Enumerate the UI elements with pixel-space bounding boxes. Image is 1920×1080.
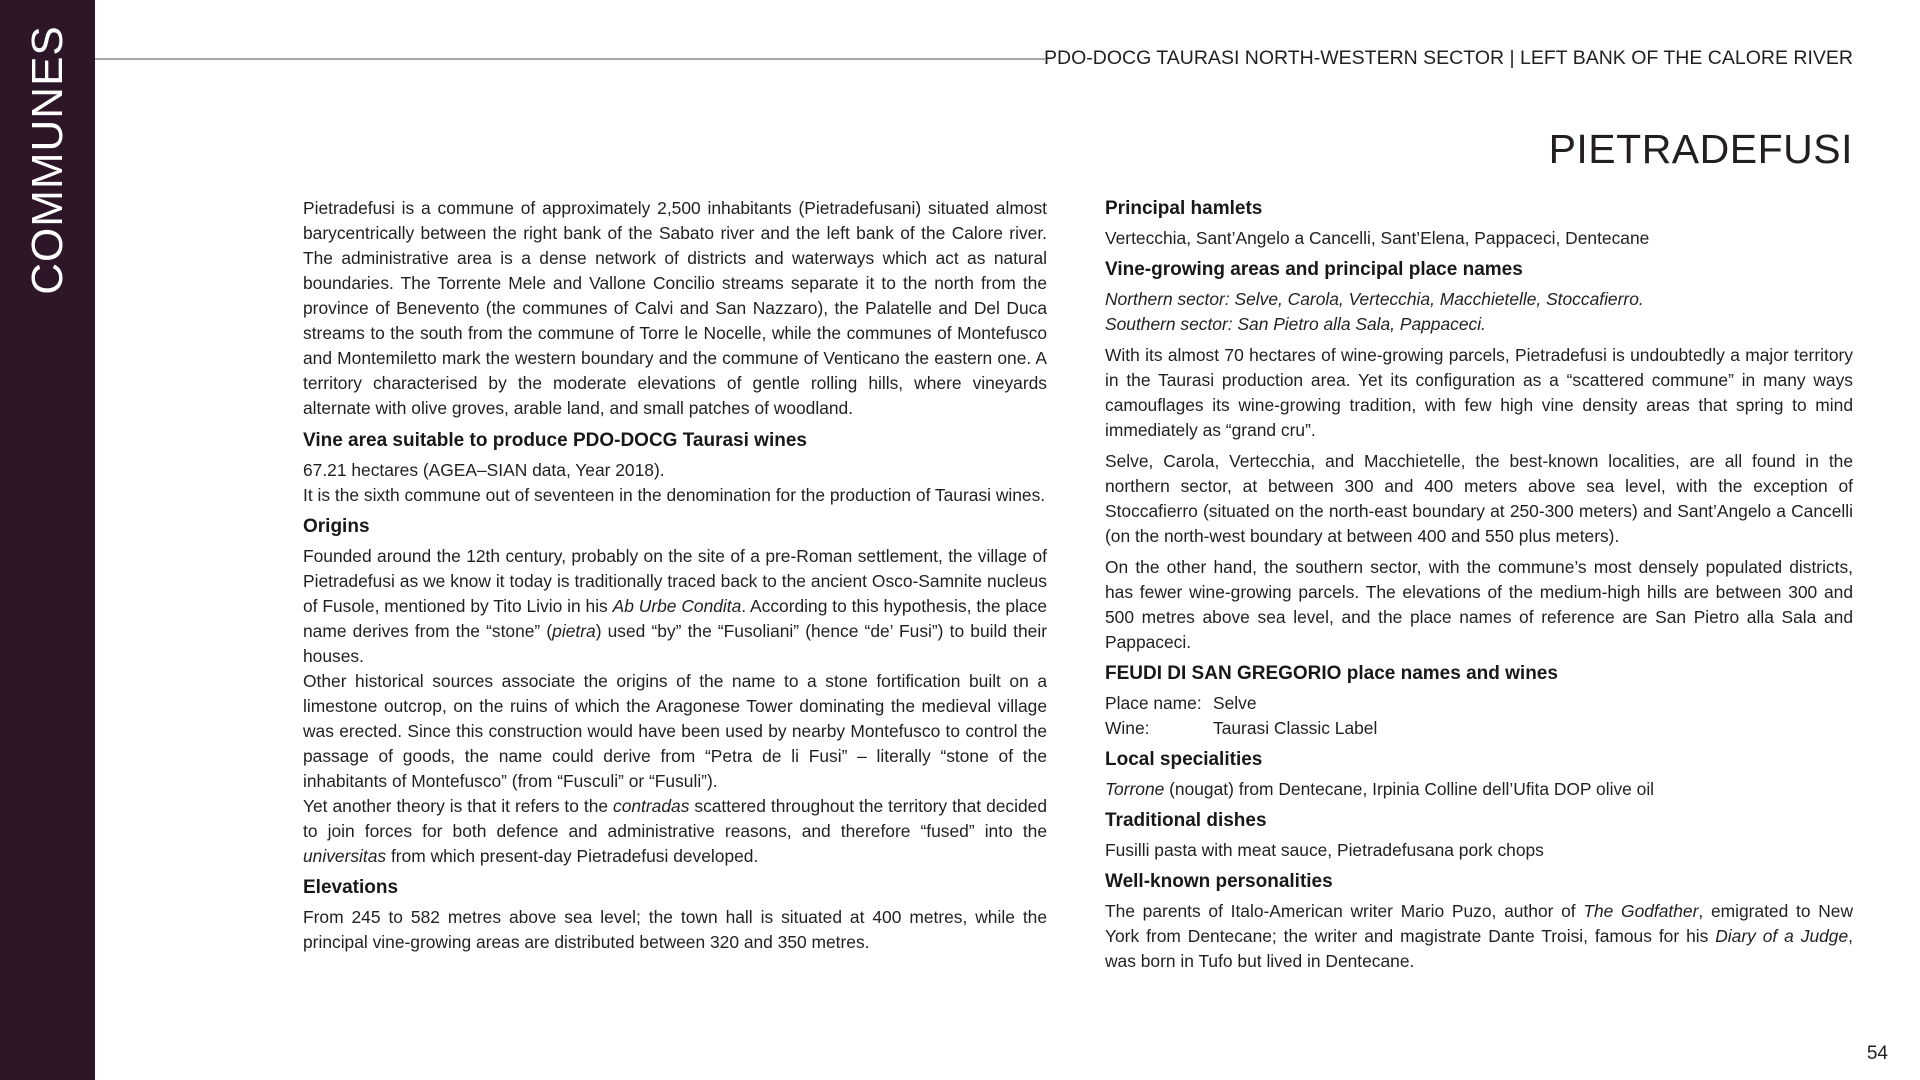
origins-heading: Origins <box>303 516 370 537</box>
vine-growing-heading: Vine-growing areas and principal place names <box>1105 259 1523 280</box>
page-number: 54 <box>1866 1043 1888 1064</box>
specialities-heading: Local specialities <box>1105 749 1263 770</box>
place-name-row <box>1105 691 1853 716</box>
hamlets-text: Vertecchia, Sant’Angelo a Cancelli, Sant’Elena, Pappaceci, Dentecane <box>1105 228 1650 248</box>
personalities-text: The parents of Italo-American writer Mario Puzo, author of The Godfather, emigrated to New York from Dentecane; the writer and magistrate Dante Troisi, famous for his Diary of a Judge, was born in Tufo but lived in Dentecane. <box>1105 901 1854 971</box>
origins-paragraph-1: Founded around the 12th century, probably on the site of a pre-Roman settlement, the village of Pietradefusi as we know it today is traditionally traced back to the ancient Osco-Samnite nucleus of Fusole, mentioned by Tito Livio in his Ab Urbe Condita. According to this hypothesis, the place name derives from the “stone” (pietra) used “by” the “Fusoliani” (hence “de’ Fusi”) to build their houses. <box>303 546 1048 666</box>
elevations-heading: Elevations <box>303 877 399 898</box>
personalities-heading: Well-known personalities <box>1105 871 1333 892</box>
origins-paragraph-3: Yet another theory is that it refers to the contradas scattered throughout the territory that decided to join forces for both defence and administrative reasons, and therefore “fused” into the universitas from which present-day Pietradefusi developed. <box>303 796 1047 866</box>
section-label: COMMUNES <box>23 25 72 295</box>
wine-value: Taurasi Classic Label <box>1213 718 1378 738</box>
vine-area-rank: It is the sixth commune out of seventeen in the denomination for the production of Taurasi wines. <box>303 485 1046 505</box>
left-column <box>303 196 1047 955</box>
vine-growing-paragraph-3: On the other hand, the southern sector, with the commune’s most densely populated districts, has fewer wine-growing parcels. The elevations of the medium-high hills are between 300 and 500 metres above sea level, and the place names of reference are San Pietro alla Sala and Pappaceci. <box>1105 557 1853 652</box>
southern-sector: Southern sector: San Pietro alla Sala, Pappaceci. <box>1105 314 1486 334</box>
place-name-value: Selve <box>1213 693 1257 713</box>
elevations-text: From 245 to 582 metres above sea level; the town hall is situated at 400 metres, while the principal vine-growing areas are distributed between 320 and 350 metres. <box>303 907 1047 952</box>
dishes-heading: Traditional dishes <box>1105 810 1267 831</box>
feudi-heading: FEUDI DI SAN GREGORIO place names and wines <box>1105 663 1558 684</box>
intro-paragraph: Pietradefusi is a commune of approximately 2,500 inhabitants (Pietradefusani) situated almost barycentrically between the right bank of the Sabato river and the left bank of the Calore river. The administrative area is a dense network of districts and waterways which act as natural boundaries. The Torrente Mele and Vallone Concilio streams separate it to the north from the province of Benevento (the communes of Calvi and San Nazzaro), the Palatelle and Del Duca streams to the south from the commune of Torre le Nocelle, while the communes of Montefusco and Montemiletto mark the western boundary and the commune of Venticano the eastern one. A territory characterised by the moderate elevations of gentle rolling hills, where vineyards alternate with olive groves, arable land, and small patches of woodland. <box>303 198 1047 418</box>
specialities-text: Torrone (nougat) from Dentecane, Irpinia Colline dell’Ufita DOP olive oil <box>1105 779 1655 799</box>
section-sidebar <box>0 0 95 1080</box>
vine-area-hectares: 67.21 hectares (AGEA–SIAN data, Year 2018). <box>303 460 665 480</box>
place-name-label: Place name: <box>1105 693 1202 713</box>
wine-label: Wine: <box>1105 718 1150 738</box>
header-rule <box>95 58 1045 60</box>
origins-paragraph-2: Other historical sources associate the origins of the name to a stone fortification built on a limestone outcrop, on the ruins of which the Aragonese Tower dominating the medieval village was erected. Since this construction would have been used by nearby Montefusco to control the passage of goods, the name could derive from “Petra de li Fusi” – literally “stone of the inhabitants of Montefusco” (from “Fusculi” or “Fusuli”). <box>303 671 1047 791</box>
wine-row <box>1105 716 1853 741</box>
page-title: PIETRADEFUSI <box>1548 126 1853 172</box>
vine-growing-paragraph-1: With its almost 70 hectares of wine-growing parcels, Pietradefusi is undoubtedly a major territory in the Taurasi production area. Yet its configuration as a “scattered commune” in many ways camouflages its wine-growing tradition, with few high vine density areas that spring to mind immediately as “grand cru”. <box>1105 345 1853 440</box>
vine-area-heading: Vine area suitable to produce PDO-DOCG Taurasi wines <box>303 430 807 451</box>
northern-sector: Northern sector: Selve, Carola, Vertecchia, Macchietelle, Stoccafierro. <box>1105 289 1644 309</box>
right-column <box>1105 196 1853 974</box>
dishes-text: Fusilli pasta with meat sauce, Pietradefusana pork chops <box>1105 840 1544 860</box>
running-header: PDO-DOCG TAURASI NORTH-WESTERN SECTOR | LEFT BANK OF THE CALORE RIVER <box>1043 47 1853 69</box>
hamlets-heading: Principal hamlets <box>1105 198 1263 219</box>
vine-growing-paragraph-2: Selve, Carola, Vertecchia, and Macchietelle, the best-known localities, are all found in the northern sector, at between 300 and 400 meters above sea level, with the exception of Stoccafierro (situated on the north-east boundary at 250-300 meters) and Sant’Angelo a Cancelli (on the north-west boundary at between 400 and 550 plus meters). <box>1105 451 1853 546</box>
